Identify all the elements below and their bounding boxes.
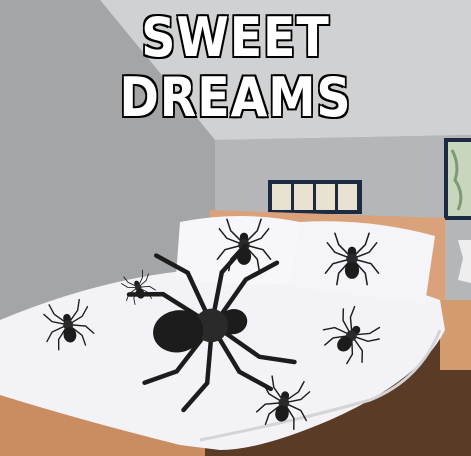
- meme-caption: SWEET DREAMS: [119, 6, 352, 129]
- wall-map: [444, 138, 471, 220]
- picture-frames: [268, 180, 362, 214]
- nightstand: [440, 300, 471, 370]
